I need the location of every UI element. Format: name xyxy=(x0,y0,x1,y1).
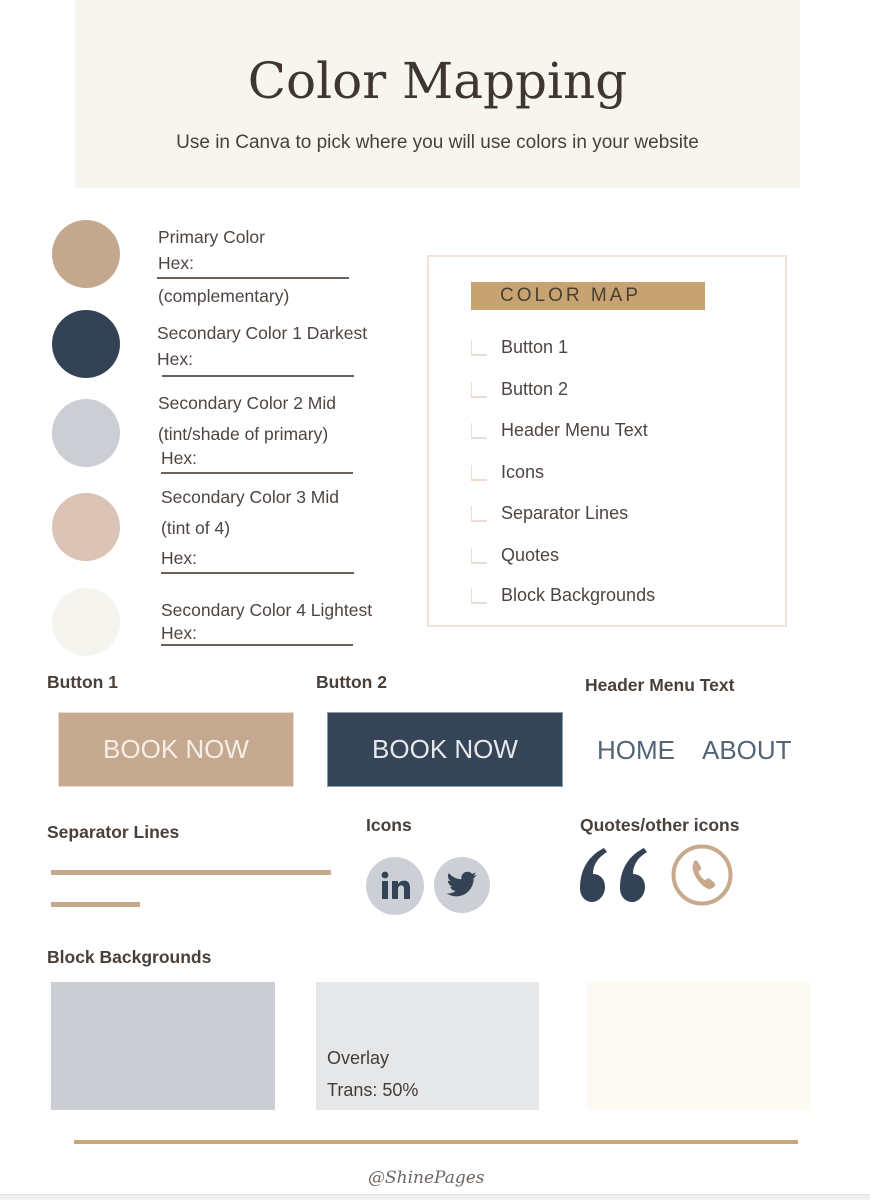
checklist-item-header-menu-text[interactable] xyxy=(471,420,648,441)
secondary-2-hex-rule xyxy=(161,472,353,474)
button-1-section-label: Button 1 xyxy=(47,672,118,692)
checklist-item-button-2[interactable] xyxy=(471,379,568,400)
button-2-section-label: Button 2 xyxy=(316,672,387,692)
color-map-box xyxy=(427,255,787,627)
secondary-1-hex-label: Hex: xyxy=(157,349,193,369)
checklist-item-separator-lines[interactable] xyxy=(471,503,628,524)
checklist-item-label: Separator Lines xyxy=(501,503,629,523)
page-title: Color Mapping xyxy=(247,52,628,110)
book-now-button-primary[interactable]: BOOK NOW xyxy=(58,712,294,787)
secondary-4-hex-label: Hex: xyxy=(161,623,197,643)
checkbox[interactable] xyxy=(471,340,487,356)
checkbox[interactable] xyxy=(471,465,487,481)
phone-icon xyxy=(670,843,734,911)
checklist-item-label: Button 2 xyxy=(501,379,569,399)
secondary-2-hex-label: Hex: xyxy=(161,448,197,468)
header-block xyxy=(75,0,800,188)
color-map-title: COLOR MAP xyxy=(471,282,705,310)
block-backgrounds-section-label: Block Backgrounds xyxy=(47,947,212,967)
secondary-3-label: Secondary Color 3 Mid xyxy=(161,487,339,507)
separator-line-long xyxy=(51,870,331,875)
bottom-edge xyxy=(0,1194,870,1200)
signature: @ShinePages xyxy=(368,1168,485,1188)
checklist-item-icons[interactable] xyxy=(471,462,544,483)
secondary-1-hex-rule xyxy=(162,375,354,377)
secondary-2-swatch xyxy=(52,399,120,467)
checklist-item-label: Quotes xyxy=(501,545,560,565)
secondary-2-label: Secondary Color 2 Mid xyxy=(158,393,336,413)
primary-color-label: Primary Color xyxy=(158,227,265,247)
quotes-section-label: Quotes/other icons xyxy=(580,815,740,835)
checkbox[interactable] xyxy=(471,588,487,604)
primary-color-swatch xyxy=(52,220,120,288)
block-background-3 xyxy=(587,982,811,1110)
secondary-2-note: (tint/shade of primary) xyxy=(158,424,329,444)
secondary-1-swatch xyxy=(52,310,120,378)
checkbox[interactable] xyxy=(471,548,487,564)
secondary-3-hex-label: Hex: xyxy=(161,548,197,568)
checkbox[interactable] xyxy=(471,423,487,439)
quote-icon xyxy=(578,846,656,908)
secondary-4-hex-rule xyxy=(161,644,353,646)
twitter-icon[interactable] xyxy=(434,857,490,913)
checklist-item-label: Button 1 xyxy=(501,337,569,357)
secondary-3-hex-rule xyxy=(161,572,354,574)
checklist-item-block-backgrounds[interactable] xyxy=(471,585,655,606)
primary-hex-rule xyxy=(157,277,349,279)
block-background-overlay xyxy=(316,982,539,1110)
checklist-item-quotes[interactable] xyxy=(471,545,559,566)
menu-link-about[interactable]: ABOUT xyxy=(702,735,792,765)
primary-note: (complementary) xyxy=(158,286,290,306)
book-now-button-secondary[interactable]: BOOK NOW xyxy=(327,712,563,787)
secondary-4-label: Secondary Color 4 Lightest xyxy=(161,600,373,620)
checklist-item-label: Icons xyxy=(501,462,545,482)
linkedin-icon[interactable] xyxy=(366,857,424,915)
separator-section-label: Separator Lines xyxy=(47,822,180,842)
secondary-1-label: Secondary Color 1 Darkest xyxy=(157,323,368,343)
icons-section-label: Icons xyxy=(366,815,412,835)
overlay-label: Overlay xyxy=(327,1048,390,1068)
secondary-3-note: (tint of 4) xyxy=(161,518,231,538)
overlay-transparency: Trans: 50% xyxy=(327,1080,419,1100)
checklist-item-label: Block Backgrounds xyxy=(501,585,656,605)
secondary-3-swatch xyxy=(52,493,120,561)
checkbox[interactable] xyxy=(471,382,487,398)
menu-link-home[interactable]: HOME xyxy=(597,735,675,765)
checklist-item-button-1[interactable] xyxy=(471,337,568,358)
checkbox[interactable] xyxy=(471,506,487,522)
checklist-item-label: Header Menu Text xyxy=(501,420,648,440)
page-subtitle: Use in Canva to pick where you will use colors in your website xyxy=(176,132,699,153)
separator-line-short xyxy=(51,902,140,907)
footer-divider xyxy=(74,1140,798,1144)
header-menu-section-label: Header Menu Text xyxy=(585,675,735,695)
secondary-4-swatch xyxy=(52,588,120,656)
block-background-1 xyxy=(51,982,275,1110)
primary-hex-label: Hex: xyxy=(158,253,194,273)
